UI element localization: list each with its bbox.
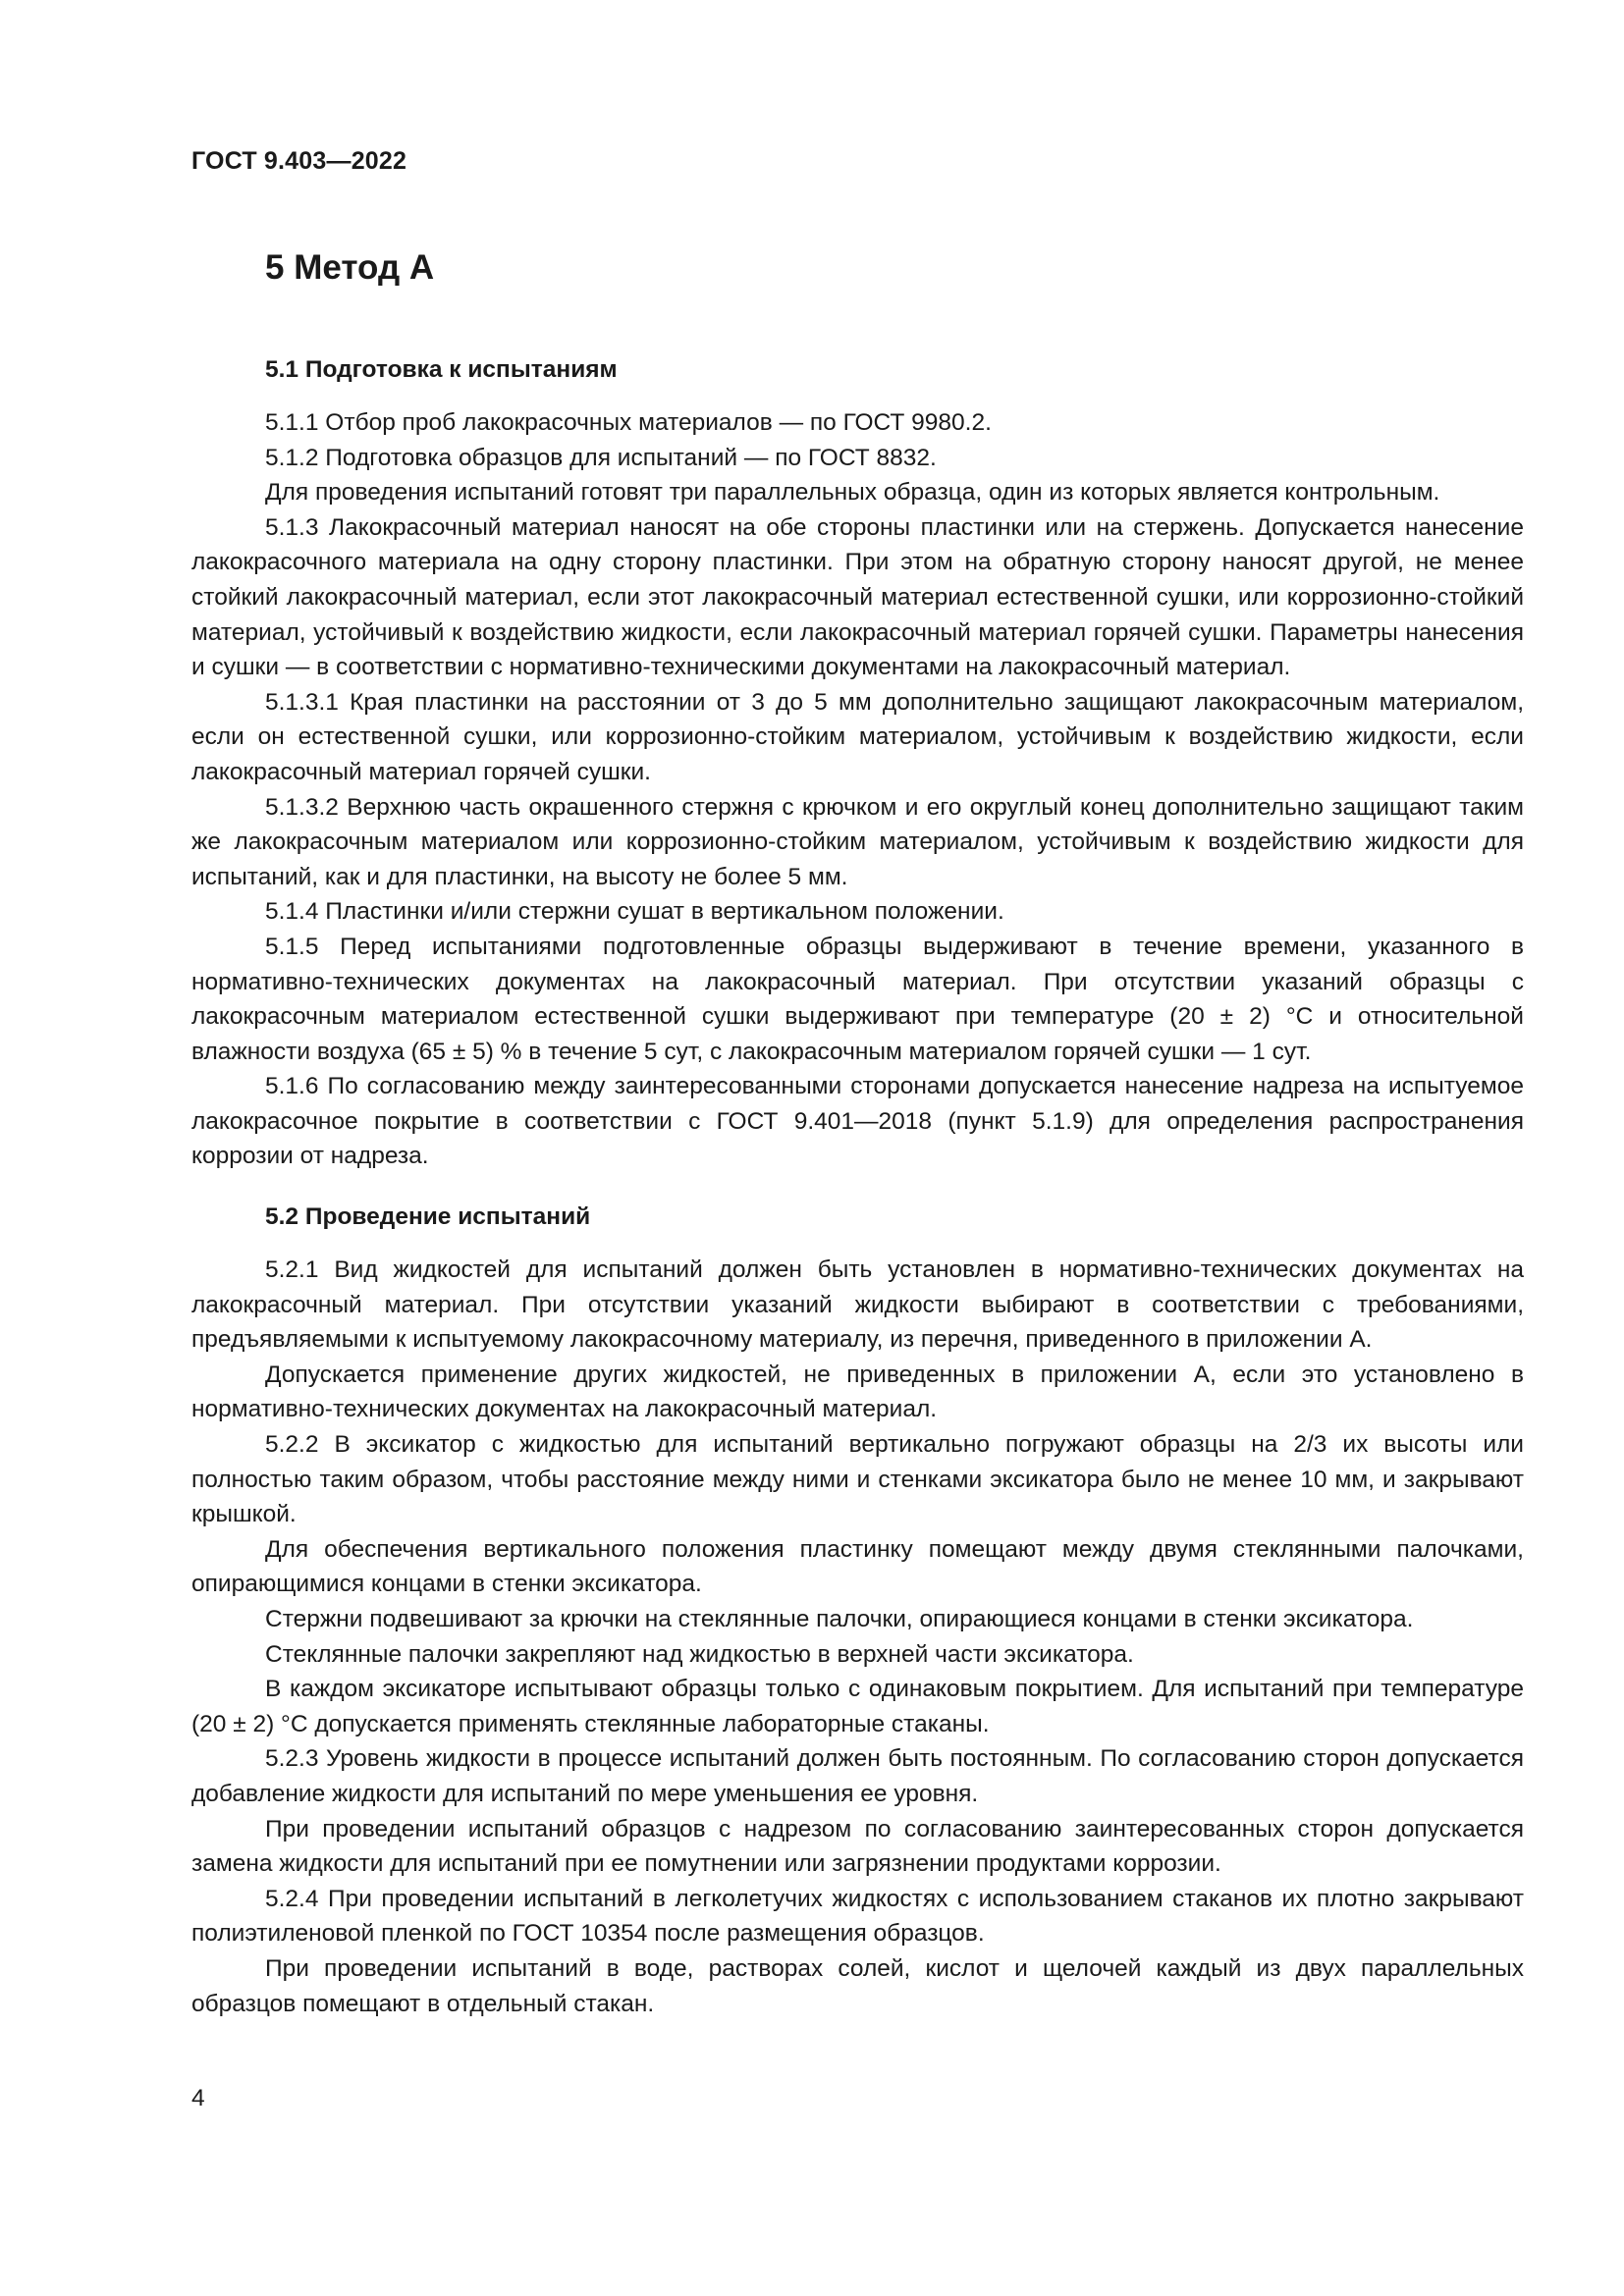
paragraph: В каждом эксикаторе испытывают образцы только с одинаковым покрытием. Для испытаний при температуре (20 ± 2) °C допускается применять стеклянные лабораторные стаканы. [191,1676,1524,1737]
paragraph: Для обеспечения вертикального положения пластинку помещают между двумя стеклянными палочками, опирающимися концами в стенки эксикатора. [191,1535,1524,1598]
paragraph: 5.2.3 Уровень жидкости в процессе испытаний должен быть постоянным. По согласованию сторон допускается добавление жидкости для испытаний по мере уменьшения ее уровня. [191,1745,1524,1807]
paragraph: 5.1.3.1 Края пластинки на расстоянии от 3 до 5 мм дополнительно защищают лакокрасочным материалом, если он естественной сушки, или коррозионно-стойким материалом, устойчивым к воздействию жидкости, если лакокрасочный материал горячей сушки. [191,688,1524,785]
document-code: ГОСТ 9.403—2022 [191,147,407,175]
paragraph: 5.1.5 Перед испытаниями подготовленные образцы выдерживают в течение времени, указанного в нормативно-технических документах на лакокрасочный материал. При отсутствии указаний образцы с лакокрасочным материалом естественной сушки выдерживают при температуре (20 ± 2) °C и относительной влажности воздуха (65 ± 5) % в течение 5 сут, с лакокрасочным материалом горячей сушки — 1 сут. [191,933,1524,1065]
paragraph: При проведении испытаний образцов с надрезом по согласованию заинтересованных сторон допускается замена жидкости для испытаний при ее помутнении или загрязнении продуктами коррозии. [191,1815,1524,1878]
paragraph: При проведении испытаний в воде, растворах солей, кислот и щелочей каждый из двух параллельных образцов помещают в отдельный стакан. [191,1954,1524,2017]
paragraph: 5.2.2 В эксикатор с жидкостью для испытаний вертикально погружают образцы на 2/3 их высоты или полностью таким образом, чтобы расстояние между ними и стенками эксикатора было не менее 10 мм, и закрывают крышкой. [191,1431,1524,1528]
paragraph: 5.1.3.2 Верхнюю часть окрашенного стержня с крючком и его округлый конец дополнительно защищают таким же лакокрасочным материалом или коррозионно-стойким материалом, устойчивым к воздействию жидкости для испытаний, как и для пластинки, на высоту не более 5 мм. [191,793,1524,890]
paragraph: Для проведения испытаний готовят три параллельных образца, один из которых является контрольным. [265,479,1440,507]
paragraph: Стеклянные палочки закрепляют над жидкостью в верхней части эксикатора. [265,1640,1134,1668]
paragraph: 5.2.4 При проведении испытаний в легколетучих жидкостях с использованием стаканов их плотно закрывают полиэтиленовой пленкой по ГОСТ 10354 после размещения образцов. [191,1885,1524,1948]
section-title: 5 Метод А [265,248,435,287]
paragraph: 5.1.2 Подготовка образцов для испытаний — по ГОСТ 8832. [265,444,937,471]
paragraph: Стержни подвешивают за крючки на стеклянные палочки, опирающиеся концами в стенки эксикатора. [265,1606,1414,1632]
subsection-title-5-2: 5.2 Проведение испытаний [265,1203,591,1231]
paragraph: 5.1.3 Лакокрасочный материал наносят на обе стороны пластинки или на стержень. Допускается нанесение лакокрасочного материала на одну сторону пластинки. При этом на обратную сторону наносят другой, не менее стойкий лакокрасочный материал, если этот лакокрасочный материал естественной сушки, или коррозионно-стойкий материал, устойчивый к воздействию жидкости, если лакокрасочный материал горячей сушки. Параметры нанесения и сушки — в соответствии с нормативно-техническими документами на лакокрасочный материал. [191,513,1524,681]
paragraph: 5.2.1 Вид жидкостей для испытаний должен быть установлен в нормативно-технических документах на лакокрасочный материал. При отсутствии указаний жидкости выбирают в соответствии с требованиями, предъявляемыми к испытуемому лакокрасочному материалу, из перечня, приведенного в приложении А. [191,1256,1524,1354]
subsection-body-5-1 [191,405,1524,1174]
subsection-title-5-1: 5.1 Подготовка к испытаниям [265,356,618,383]
subsection-body-5-2 [191,1253,1524,2021]
paragraph: 5.1.6 По согласованию между заинтересованными сторонами допускается нанесение надреза на испытуемое лакокрасочное покрытие в соответствии с ГОСТ 9.401—2018 (пункт 5.1.9) для определения распространения коррозии от надреза. [191,1073,1524,1170]
document-page [191,147,1524,2021]
page-number: 4 [191,2085,205,2111]
paragraph: 5.1.4 Пластинки и/или стержни сушат в вертикальном положении. [265,898,1004,926]
paragraph: Допускается применение других жидкостей, не приведенных в приложении А, если это установлено в нормативно-технических документах на лакокрасочный материал. [191,1361,1524,1423]
paragraph: 5.1.1 Отбор проб лакокрасочных материалов — по ГОСТ 9980.2. [265,409,992,436]
